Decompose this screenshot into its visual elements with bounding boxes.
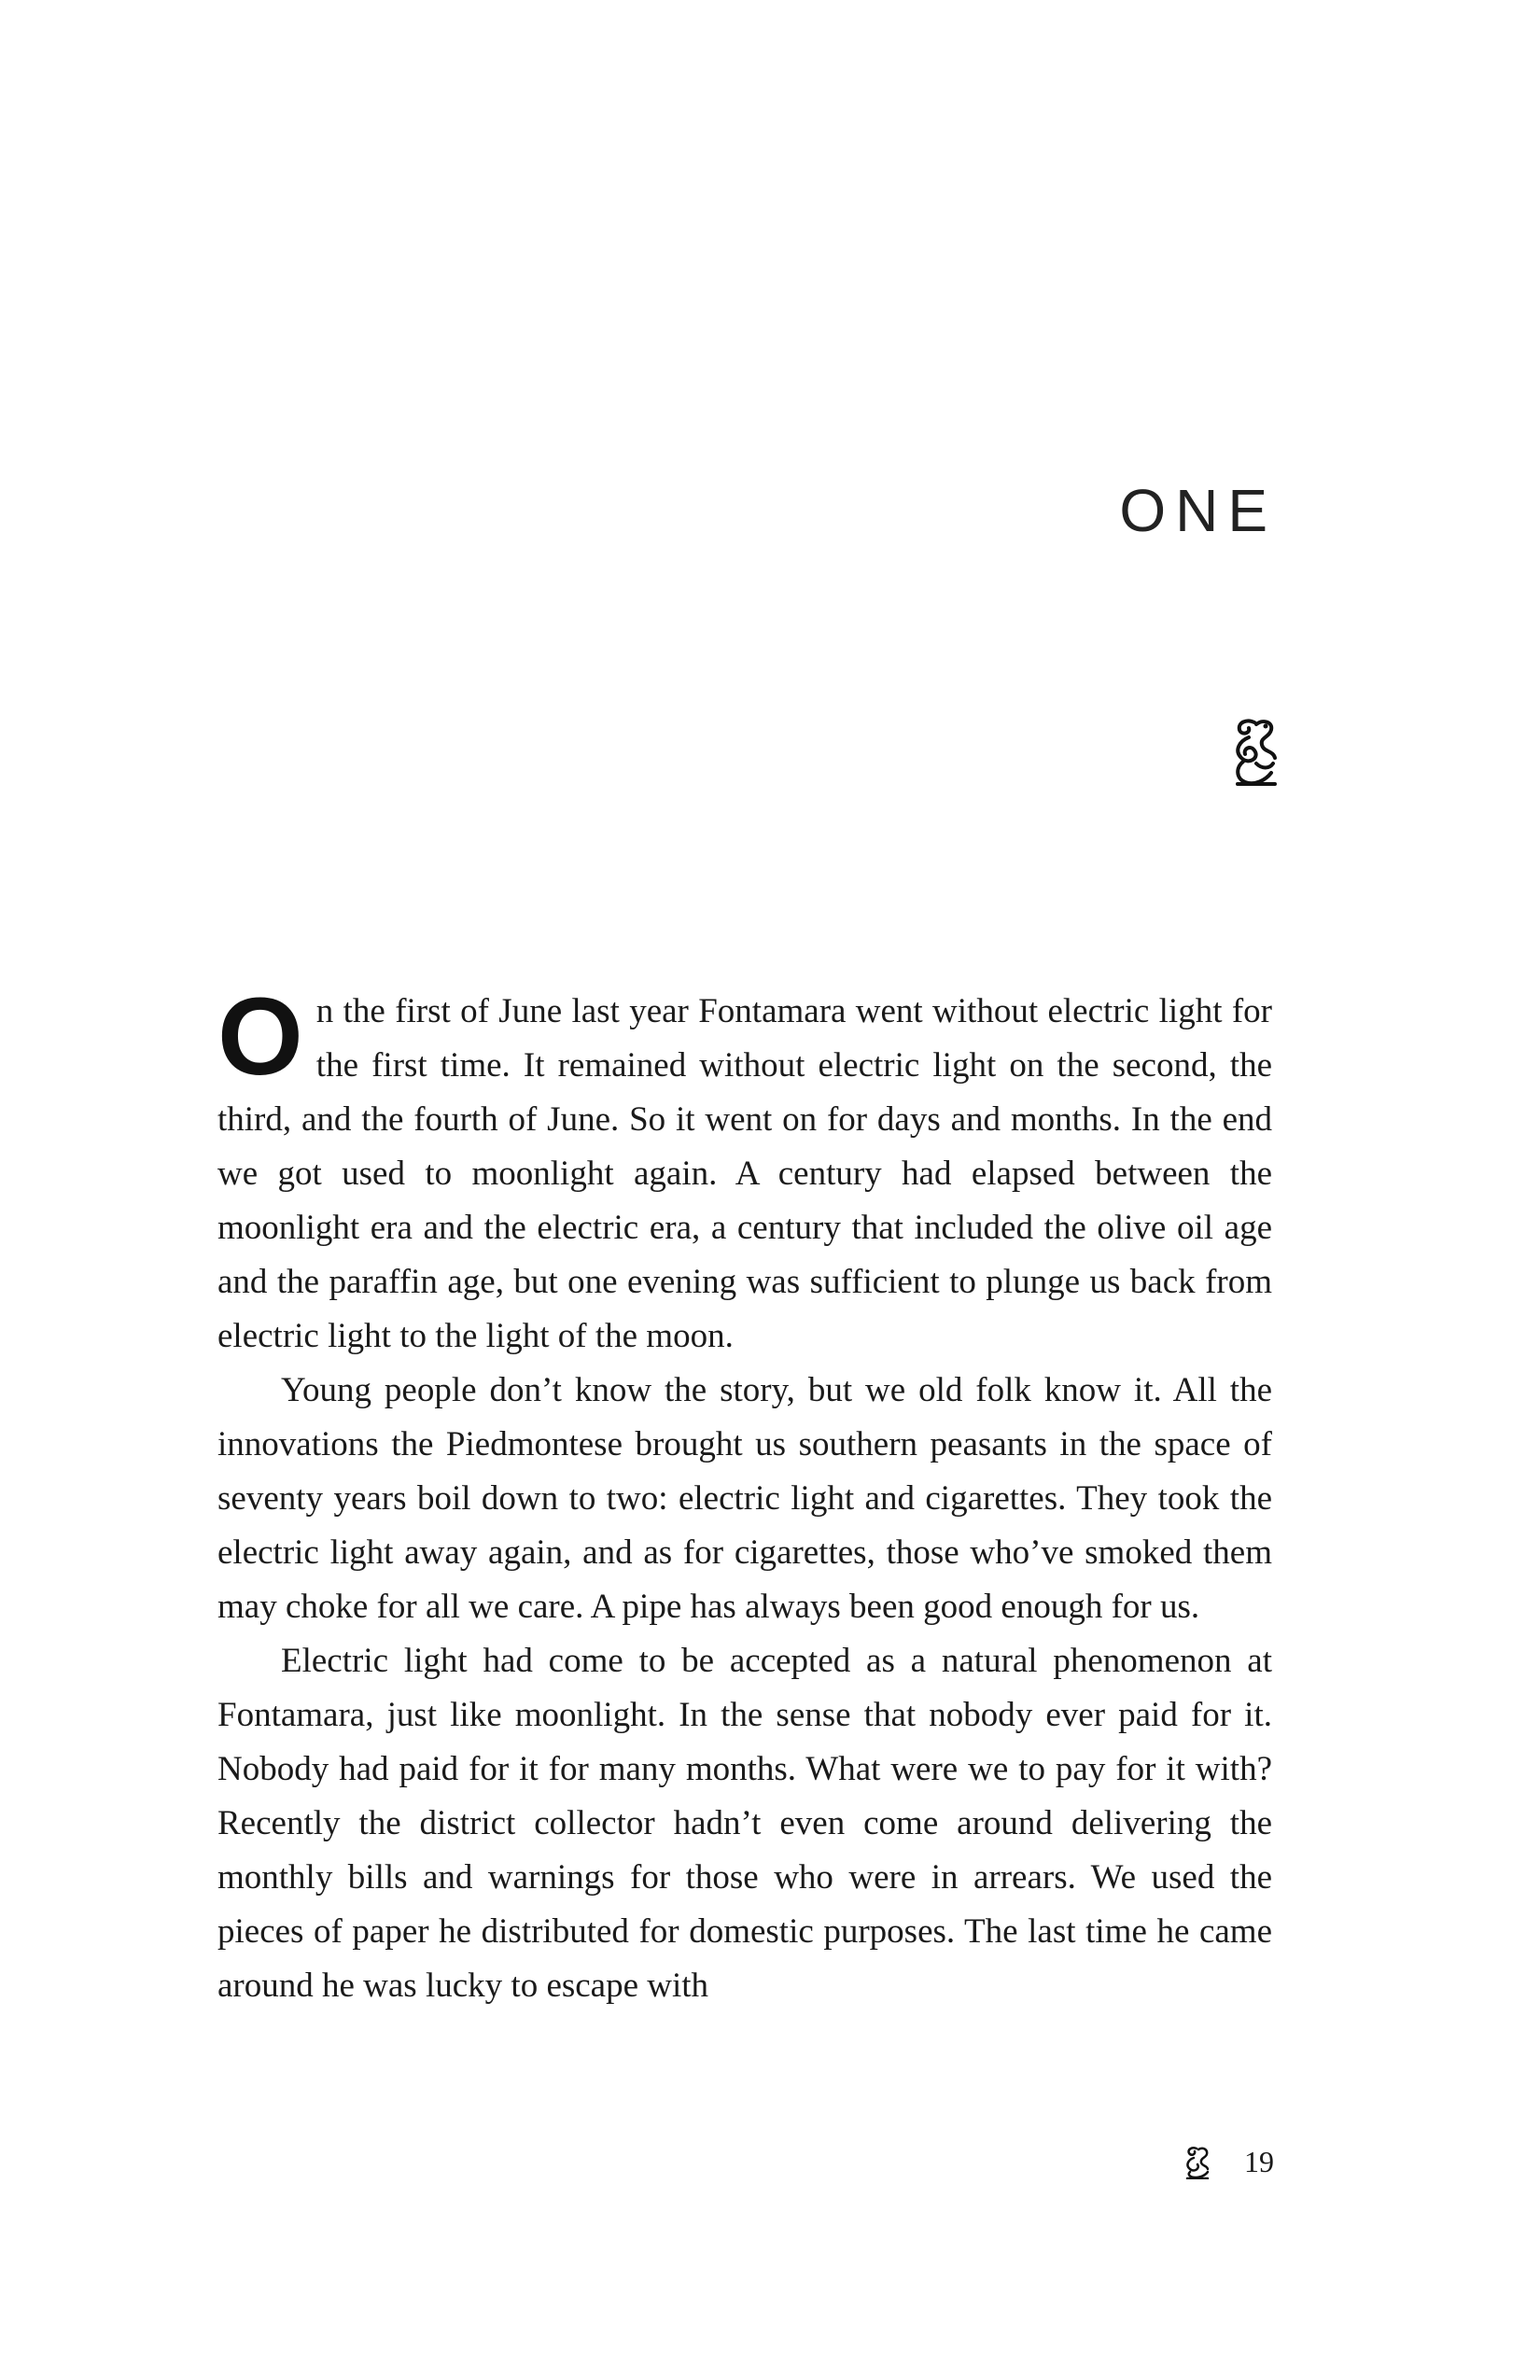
paragraph-3: Electric light had come to be accepted as a natural phenomenon at Fontamara, just like moonlight. In the sense that nobody ever paid for it. Nobody had paid for it for many months. What were we to pay for it with? Recently the district collector hadn’t even come around delivering the monthly bills and warnings for those who were in arrears. We used the pieces of paper he distributed for domestic purposes. The last time he came around he was lucky to escape with — [217, 1642, 1272, 2005]
chapter-body-text — [217, 975, 1272, 2013]
paragraph-1-text: n the first of June last year Fontamara went without electric light for the first time. It remained without electric light on the second, the third, and the fourth of June. So it went on for days and months. In the end we got used to moonlight again. A century had elapsed between the moonlight era and the electric era, a century that included the olive oil age and the paraffin age, but one evening was sufficient to plunge us back from electric light to the light of the moon. — [217, 992, 1272, 1355]
paragraph-2: Young people don’t know the story, but we old folk know it. All the innovations the Piedmontese brought us southern peasants in the space of seventy years boil down to two: electric light and cigarettes. They took the electric light away again, and as for cigarettes, those who’ve smoked them may choke for all we care. A pipe has always been good enough for us. — [217, 1371, 1272, 1626]
decorative-dragon-small-icon — [1183, 2146, 1211, 2179]
paragraph-1 — [217, 975, 1272, 1364]
chapter-title: ONE — [1119, 477, 1277, 544]
drop-cap: O — [217, 975, 303, 1099]
page-number: 19 — [1244, 2145, 1274, 2178]
page-footer — [1183, 2145, 1274, 2179]
decorative-dragon-icon — [1228, 717, 1281, 788]
